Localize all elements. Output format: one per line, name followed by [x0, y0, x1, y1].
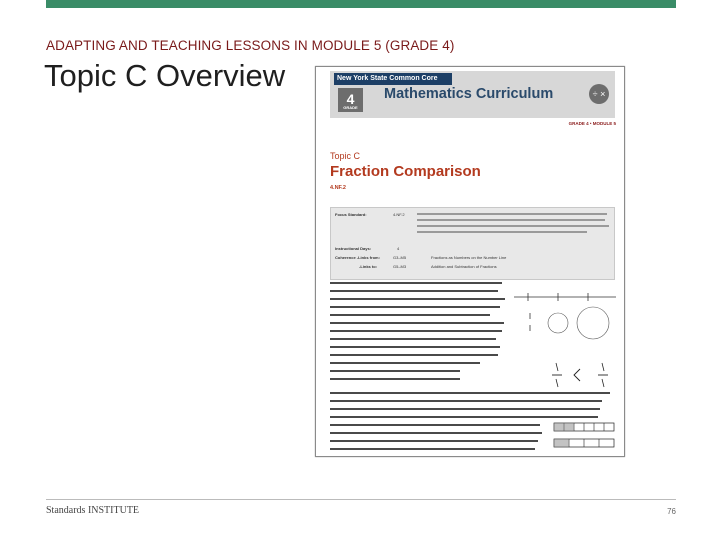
links-to-text: Addition and Subtraction of Fractions [431, 264, 497, 269]
focus-text-line [417, 213, 607, 215]
focus-text-line [417, 225, 609, 227]
focus-label: Focus Standard: [335, 212, 367, 217]
document-topic-label: Topic C [330, 151, 361, 161]
tape-diagram-sketch [552, 419, 618, 455]
links-to-label: -Links to: [359, 264, 377, 269]
document-standard-code: 4.NF.2 [330, 185, 346, 191]
days-label: Instructional Days: [335, 246, 372, 251]
links-from-code: G3–M5 [393, 255, 407, 260]
focus-code: 4.NF.2 [393, 212, 405, 217]
footer-divider [46, 499, 676, 500]
top-accent-bar [46, 0, 676, 8]
days-value: 4 [397, 246, 400, 251]
fraction-comparison-sketch [546, 357, 618, 397]
standards-table [330, 207, 615, 280]
number-line-sketch [508, 275, 622, 355]
grade-number: 4 [346, 91, 355, 107]
focus-text-line [417, 231, 587, 233]
links-from-text: Fractions as Numbers on the Number Line [431, 255, 507, 260]
coherence-label: Coherence -Links from: [335, 255, 380, 260]
document-preview [315, 66, 625, 457]
grade-caption: GRADE [343, 105, 358, 110]
slide-title: Topic C Overview [44, 58, 286, 93]
document-breadcrumb: GRADE 4 • MODULE 5 [568, 121, 616, 126]
slide-subtitle: ADAPTING AND TEACHING LESSONS IN MODULE 5 (GRADE 4) [46, 38, 455, 53]
document-banner [330, 71, 615, 118]
links-to-code: G5–M3 [393, 264, 407, 269]
page-number: 76 [667, 507, 676, 516]
footer-logo: Standards INSTITUTE [46, 505, 140, 516]
math-operations-icon: ÷ × [589, 84, 609, 104]
focus-text-line [417, 219, 605, 221]
banner-state-label: New York State Common Core [334, 73, 452, 85]
grade-badge [338, 88, 363, 112]
document-topic-title: Fraction Comparison [330, 163, 481, 180]
banner-title: Mathematics Curriculum [384, 86, 554, 102]
